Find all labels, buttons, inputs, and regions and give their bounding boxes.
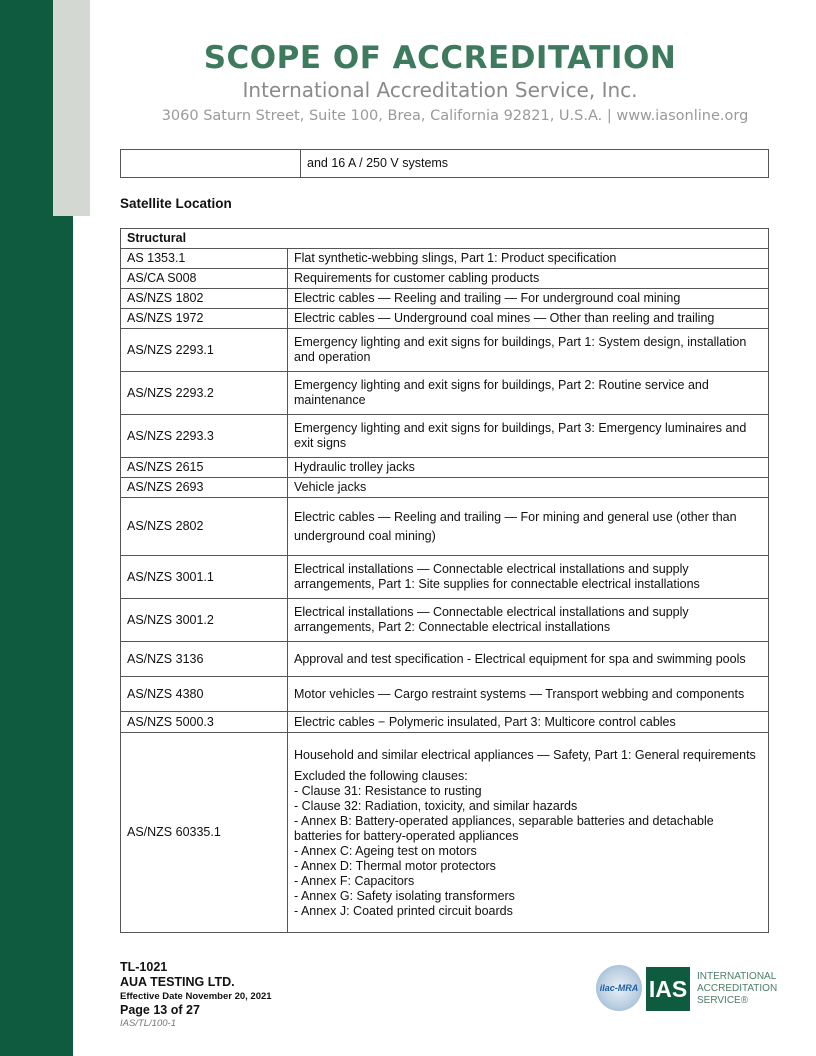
standard-cell: AS/NZS 1972 xyxy=(121,309,288,329)
description-cell: Hydraulic trolley jacks xyxy=(288,458,769,478)
excluded-item: - Annex D: Thermal motor protectors xyxy=(294,859,496,873)
table-row xyxy=(121,498,769,556)
standard-cell: AS/NZS 4380 xyxy=(121,677,288,712)
standard-cell: AS/CA S008 xyxy=(121,269,288,289)
standard-cell: AS/NZS 2802 xyxy=(121,498,288,556)
form-number: IAS/TL/100-1 xyxy=(120,1018,176,1029)
description-cell: Electrical installations — Connectable electrical installations and supply arrangements, Part 2: Connectable electrical installations xyxy=(288,599,769,642)
ias-logo-wordmark xyxy=(697,971,777,1007)
standard-cell: AS/NZS 60335.1 xyxy=(121,733,288,933)
excluded-item: - Annex G: Safety isolating transformers xyxy=(294,889,515,903)
scope-table xyxy=(120,228,769,933)
ias-wordmark-line: SERVICE® xyxy=(697,995,749,1006)
description-cell: Electric cables — Reeling and trailing — For mining and general use (other than underground coal mining) xyxy=(288,498,769,556)
standard-cell: AS/NZS 1802 xyxy=(121,289,288,309)
description-cell: Flat synthetic-webbing slings, Part 1: Product specification xyxy=(288,249,769,269)
ias-wordmark-line: INTERNATIONAL xyxy=(697,971,777,982)
standard-cell: AS/NZS 2293.3 xyxy=(121,415,288,458)
standard-cell: AS/NZS 2693 xyxy=(121,478,288,498)
table-header-row xyxy=(121,229,769,249)
effective-date: Effective Date November 20, 2021 xyxy=(120,991,272,1002)
description-cell: Vehicle jacks xyxy=(288,478,769,498)
description-cell: Electric cables — Reeling and trailing — For underground coal mining xyxy=(288,289,769,309)
description-cell: Electric cables — Underground coal mines — Other than reeling and trailing xyxy=(288,309,769,329)
table-row xyxy=(121,599,769,642)
excluded-item: - Clause 31: Resistance to rusting xyxy=(294,784,482,798)
excluded-intro: Excluded the following clauses: xyxy=(294,769,468,783)
description-cell: Emergency lighting and exit signs for buildings, Part 3: Emergency luminaires and exit signs xyxy=(288,415,769,458)
table-row xyxy=(121,309,769,329)
excluded-item: - Annex C: Ageing test on motors xyxy=(294,844,477,858)
standard-cell: AS/NZS 3001.1 xyxy=(121,556,288,599)
standard-cell: AS 1353.1 xyxy=(121,249,288,269)
standard-cell: AS/NZS 2615 xyxy=(121,458,288,478)
page-number: Page 13 of 27 xyxy=(120,1003,200,1017)
table-row xyxy=(121,415,769,458)
table-row xyxy=(121,269,769,289)
description-cell: Motor vehicles — Cargo restraint systems — Transport webbing and components xyxy=(288,677,769,712)
table-row xyxy=(121,712,769,733)
table-row xyxy=(121,150,769,178)
description-text: Household and similar electrical appliances — Safety, Part 1: General requirements xyxy=(294,748,756,762)
organization-name: AUA TESTING LTD. xyxy=(120,975,235,989)
excluded-item: - Annex F: Capacitors xyxy=(294,874,415,888)
ilac-logo-text: ilac-MRA xyxy=(599,983,639,993)
standard-cell: AS/NZS 5000.3 xyxy=(121,712,288,733)
excluded-item: - Annex B: Battery-operated appliances, separable batteries and detachable batteries for battery-operated appliances xyxy=(294,814,714,843)
description-cell xyxy=(288,733,769,933)
table-row xyxy=(121,249,769,269)
standard-cell: AS/NZS 3136 xyxy=(121,642,288,677)
standard-cell: AS/NZS 2293.1 xyxy=(121,329,288,372)
table-row xyxy=(121,458,769,478)
page-subtitle: International Accreditation Service, Inc. xyxy=(242,78,638,102)
standard-cell: AS/NZS 2293.2 xyxy=(121,372,288,415)
table-header: Structural xyxy=(121,229,769,249)
description-cell: Electric cables − Polymeric insulated, Part 3: Multicore control cables xyxy=(288,712,769,733)
excluded-item: - Clause 32: Radiation, toxicity, and similar hazards xyxy=(294,799,578,813)
ias-wordmark-line: ACCREDITATION xyxy=(697,983,778,994)
description-cell: Requirements for customer cabling products xyxy=(288,269,769,289)
footer xyxy=(120,960,272,1030)
table-row xyxy=(121,733,769,933)
table-cell xyxy=(121,150,301,178)
ias-logo xyxy=(646,967,690,1011)
standard-cell: AS/NZS 3001.2 xyxy=(121,599,288,642)
description-cell: Emergency lighting and exit signs for buildings, Part 1: System design, installation and operation xyxy=(288,329,769,372)
excluded-item: - Annex J: Coated printed circuit boards xyxy=(294,904,513,918)
section-title: Satellite Location xyxy=(120,196,232,211)
description-cell: Electrical installations — Connectable electrical installations and supply arrangements, Part 1: Site supplies for connectable electrical installations xyxy=(288,556,769,599)
left-grey-bar xyxy=(53,0,90,216)
ilac-mra-logo xyxy=(596,965,642,1011)
table-row xyxy=(121,372,769,415)
table-row xyxy=(121,677,769,712)
table-cell: and 16 A / 250 V systems xyxy=(301,150,769,178)
table-row xyxy=(121,556,769,599)
ias-logo-text: IAS xyxy=(648,975,688,1002)
table-row xyxy=(121,478,769,498)
table-row xyxy=(121,329,769,372)
page-address: 3060 Saturn Street, Suite 100, Brea, California 92821, U.S.A. | www.iasonline.org xyxy=(161,108,749,124)
description-cell: Approval and test specification - Electrical equipment for spa and swimming pools xyxy=(288,642,769,677)
continuation-table xyxy=(120,149,769,178)
description-cell: Emergency lighting and exit signs for buildings, Part 2: Routine service and maintenance xyxy=(288,372,769,415)
page-title: SCOPE OF ACCREDITATION xyxy=(203,40,677,76)
table-row xyxy=(121,289,769,309)
table-row xyxy=(121,642,769,677)
document-code: TL-1021 xyxy=(120,960,168,974)
